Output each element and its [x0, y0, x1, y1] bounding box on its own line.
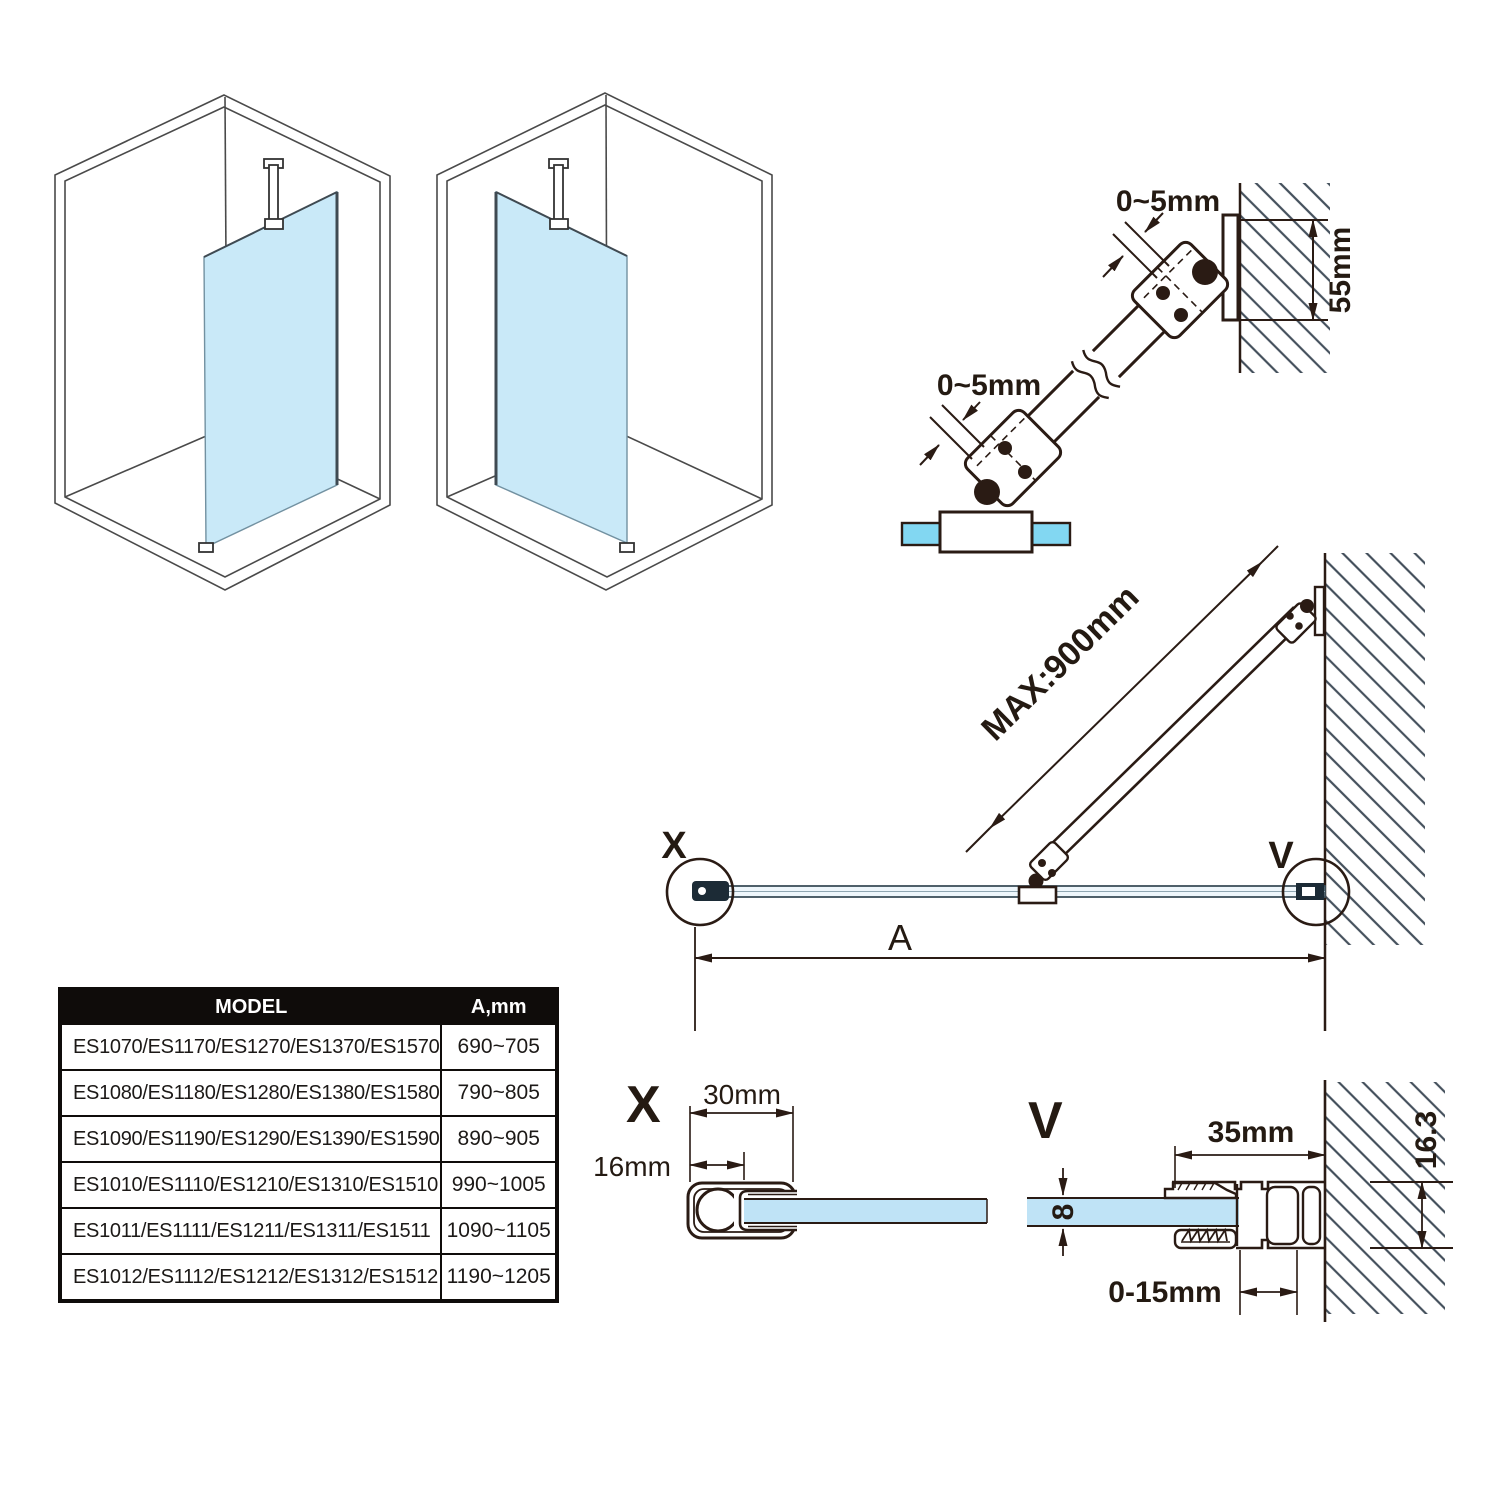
max-length-label: MAX:900mm	[974, 578, 1147, 749]
pivot-screw	[1300, 599, 1314, 613]
glass-panel-top-view	[692, 881, 1325, 901]
support-bar-detail	[880, 155, 1400, 585]
pivot-screw	[974, 479, 1000, 505]
table-row	[60, 1070, 557, 1116]
glass-clamp	[1019, 887, 1056, 903]
dimension-max-900	[966, 546, 1278, 852]
pivot-screw	[1192, 259, 1218, 285]
x-dimensions	[690, 1106, 793, 1182]
dimension-0-15mm	[1108, 1250, 1297, 1315]
ceiling-support-bar	[549, 159, 568, 229]
glass-edge-right	[1032, 523, 1070, 545]
screw-dot	[998, 441, 1012, 455]
model-cell: ES1070/ES1170/ES1270/ES1370/ES1570	[60, 1024, 441, 1070]
glass-edge-left	[902, 523, 940, 545]
glass-panel	[204, 192, 337, 547]
table-row	[60, 1024, 557, 1070]
model-table	[58, 987, 559, 1303]
screw-dot	[1286, 612, 1294, 620]
dimension-35mm	[1175, 1116, 1325, 1188]
range-cell: 1190~1205	[441, 1254, 557, 1301]
model-cell: ES1012/ES1112/ES1212/ES1312/ES1512	[60, 1254, 441, 1301]
end-cap	[692, 881, 729, 901]
range-cell: 1090~1105	[441, 1208, 557, 1254]
wall-hatch	[1325, 553, 1425, 945]
table-row	[60, 1162, 557, 1208]
floor-foot	[199, 543, 213, 552]
table-row	[60, 1116, 557, 1162]
gap-bottom-label: 0~5mm	[936, 369, 1042, 402]
range-cell: 990~1005	[441, 1162, 557, 1208]
screw-dot	[1038, 859, 1046, 867]
dimension-55mm-label: 55mm	[1324, 226, 1357, 314]
upper-pivot-bracket	[1129, 239, 1231, 341]
screw-dot	[1295, 622, 1303, 630]
table-row	[60, 1208, 557, 1254]
model-cell: ES1010/ES1110/ES1210/ES1310/ES1510	[60, 1162, 441, 1208]
glass	[744, 1199, 987, 1223]
cross-sections	[560, 1060, 1460, 1340]
screw-dot	[1048, 869, 1056, 877]
section-v-label: V	[1028, 1092, 1063, 1150]
dimension-a	[695, 917, 1325, 1031]
wall-mount-plate	[1223, 215, 1238, 320]
a-dimension-label: A	[887, 917, 913, 958]
model-cell: ES1011/ES1111/ES1211/ES1311/ES1511	[60, 1208, 441, 1254]
model-cell: ES1080/ES1180/ES1280/ES1380/ES1580	[60, 1070, 441, 1116]
glass-panel	[496, 192, 627, 543]
ceiling-support-bar	[264, 159, 283, 229]
x-width-label: 30mm	[703, 1079, 781, 1110]
plan-view	[650, 545, 1430, 1035]
screw-dot	[1156, 286, 1170, 300]
wall-mount-plate	[1315, 587, 1324, 635]
section-x-label: X	[626, 1076, 661, 1134]
a-column-header: A,mm	[441, 989, 557, 1024]
screw-dot	[1174, 308, 1188, 322]
floor-foot	[620, 543, 634, 552]
section-x	[593, 1076, 987, 1238]
screw-dot	[1018, 465, 1032, 479]
section-v	[1027, 1080, 1453, 1322]
model-column-header: MODEL	[60, 989, 441, 1024]
glass-thickness-label: 8	[1047, 1203, 1080, 1221]
model-cell: ES1090/ES1190/ES1290/ES1390/ES1590	[60, 1116, 441, 1162]
range-cell: 690~705	[441, 1024, 557, 1070]
isometric-view-left	[40, 85, 400, 700]
v-width-label: 35mm	[1207, 1116, 1295, 1149]
detail-v-label: V	[1268, 835, 1294, 877]
gap-top-label: 0~5mm	[1115, 185, 1221, 218]
table-header-row	[60, 989, 557, 1024]
range-cell: 890~905	[441, 1116, 557, 1162]
bar-break-symbol	[1067, 345, 1125, 403]
wall-adjust-label: 0-15mm	[1108, 1276, 1222, 1309]
wall-hatch	[1240, 183, 1330, 373]
depth-label: 16.3	[1410, 1110, 1443, 1170]
detail-x-label: X	[661, 825, 687, 867]
table-row	[60, 1254, 557, 1301]
x-profile	[688, 1183, 987, 1238]
range-cell: 790~805	[441, 1070, 557, 1116]
x-offset-label: 16mm	[593, 1151, 671, 1182]
